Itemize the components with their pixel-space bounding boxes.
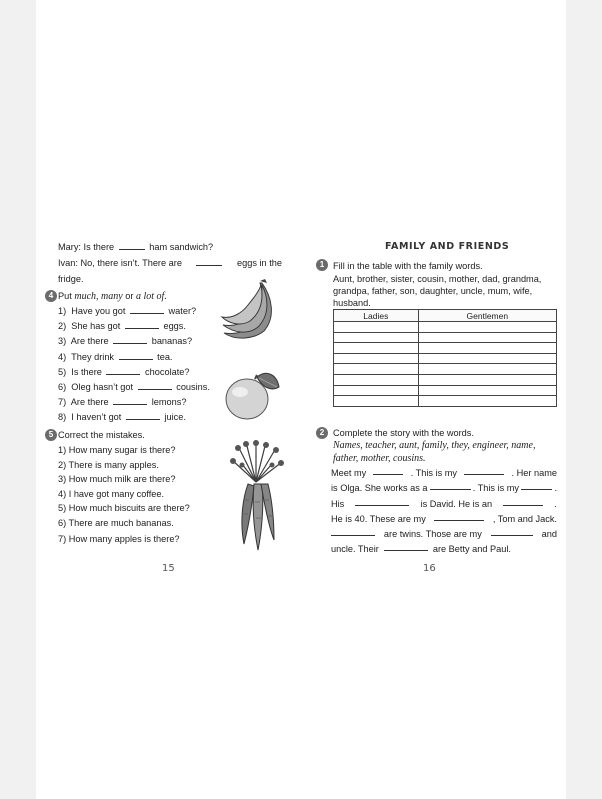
column-header-gentlemen: Gentlemen [418,310,556,322]
exercise-5-instruction: Correct the mistakes. [58,430,145,440]
answer-blank [373,466,403,475]
instruction-word-list: much, many [74,291,123,302]
exercise-5-item: 6) There are much bananas. [58,517,174,528]
table-header-row [334,310,557,322]
exercise-2-instruction: Complete the story with the words. [333,428,474,438]
item-text-end: lemons? [151,397,187,408]
instruction-word-list: a lot of. [135,291,167,302]
story-text [331,466,557,558]
answer-blank [138,381,172,390]
item-text: Oleg hasn’t got [71,382,134,392]
carrots-image [228,440,286,552]
story-fragment: uncle. Their [331,544,379,555]
ivan-text: Ivan: No, there isn’t. There are [58,258,182,268]
ladies-cell[interactable] [334,332,419,343]
instruction-text: Put [58,291,72,301]
item-number: 6) [58,382,67,392]
item-text: They drink [71,351,115,362]
gentlemen-cell[interactable] [418,364,556,375]
story-line [331,466,557,481]
story-fragment: . This is my [410,468,458,478]
answer-blank [430,481,471,490]
answer-blank [119,241,145,250]
item-text-end: eggs. [163,321,186,332]
table-row [334,396,557,407]
ivan-text-end: eggs in the [237,258,282,268]
story-line [331,497,557,512]
mary-text: Mary: Is there [58,242,115,252]
answer-blank [125,320,159,329]
lemon-image [223,369,281,423]
exercise-4-item [58,366,190,378]
item-text: She has got [71,321,121,332]
instruction-text: or [125,291,134,301]
answer-blank [491,527,533,536]
item-text-end: cousins. [176,382,210,392]
ladies-cell[interactable] [334,353,419,364]
gentlemen-cell[interactable] [418,343,556,354]
item-text: Are there [70,336,109,347]
mary-line [58,241,213,253]
table-row [334,322,557,333]
exercise-5-item: 7) How many apples is there? [58,534,180,544]
story-fragment: are twins. Those are my [383,529,482,540]
item-number: 3) [58,336,67,347]
answer-blank [503,497,543,506]
word-list-line: Aunt, brother, sister, cousin, mother, dad, grandma, [333,274,542,284]
story-fragment: His [331,498,345,509]
exercise-5-item: 3) How much milk are there? [58,474,176,484]
answer-blank [384,542,428,551]
exercise-4-item [58,335,192,347]
ivan-line [58,257,282,269]
answer-blank [355,497,409,506]
story-fragment: . [554,483,557,494]
gentlemen-cell[interactable] [418,374,556,385]
story-fragment: . [554,498,557,509]
answer-blank [113,335,147,344]
story-fragment: Meet my [331,468,367,478]
ladies-cell[interactable] [334,343,419,354]
answer-blank [521,481,552,490]
exercise-4-instruction [58,290,167,303]
word-list-line: Names, teacher, aunt, family, they, engineer, name, [333,440,536,451]
story-fragment: is Olga. She works as a [331,483,428,494]
ladies-cell[interactable] [334,364,419,375]
answer-blank [464,466,504,475]
item-text-end: juice. [164,412,186,423]
answer-blank [196,257,222,266]
exercise-2-badge: 2 [316,427,328,439]
answer-blank [331,527,375,536]
item-text: Is there [71,366,102,377]
item-text-end: bananas? [151,336,193,347]
ladies-cell[interactable] [334,385,419,396]
story-line [331,512,557,527]
item-text: Have you got [71,306,126,316]
exercise-5-item: 5) How much biscuits are there? [58,503,190,513]
story-fragment: He is 40. These are my [331,513,426,524]
exercise-4-badge: 4 [45,290,57,302]
item-number: 1) [58,306,67,316]
exercise-5-badge: 5 [45,429,57,441]
item-text: Are there [70,397,109,408]
exercise-4-item [58,381,210,393]
gentlemen-cell[interactable] [418,353,556,364]
story-fragment: is David. He is an [420,498,493,509]
exercise-5-item: 4) I have got many coffee. [58,488,165,499]
column-header-ladies: Ladies [334,310,419,322]
bananas-image [220,277,280,343]
answer-blank [113,396,147,405]
story-fragment: . This is my [472,483,520,494]
page-number-right: 16 [423,563,436,574]
story-line [331,542,557,557]
gentlemen-cell[interactable] [418,322,556,333]
exercise-4-item [58,320,186,332]
item-text-end: chocolate? [145,366,190,377]
table-row [334,332,557,343]
item-number: 2) [58,321,67,332]
page-number-left: 15 [162,563,175,574]
item-number: 7) [58,397,67,408]
table-row [334,385,557,396]
gentlemen-cell[interactable] [418,332,556,343]
exercise-1-badge: 1 [316,259,328,271]
left-page [48,0,293,799]
exercise-4-item [58,396,186,408]
section-heading: FAMILY AND FRIENDS [385,241,510,252]
answer-blank [106,366,140,375]
table-body [334,322,557,407]
item-number: 5) [58,366,67,377]
exercise-4-item [58,305,196,317]
story-line [331,481,557,496]
table-row [334,364,557,375]
word-list-line: grandpa, father, son, daughter, uncle, mum, wife, [333,286,533,296]
table-row [334,353,557,364]
story-fragment: are Betty and Paul. [432,544,511,555]
answer-blank [434,512,484,521]
gentlemen-cell[interactable] [418,385,556,396]
table-row [334,374,557,385]
exercise-5-item: 2) There is many apples. [58,459,159,470]
mary-text-end: ham sandwich? [149,242,214,252]
exercise-5-item: 1) How many sugar is there? [58,445,176,455]
story-fragment: , Tom and Jack. [492,513,557,524]
story-fragment: and [541,529,557,540]
ladies-cell[interactable] [334,374,419,385]
ivan-line-2: fridge. [58,274,84,284]
item-number: 8) [58,412,67,423]
ladies-cell[interactable] [334,396,419,407]
exercise-4-item [58,411,186,423]
item-text-end: water? [168,306,197,316]
item-text: I haven’t got [71,412,122,423]
story-line [331,527,557,542]
item-number: 4) [58,351,67,362]
gentlemen-cell[interactable] [418,396,556,407]
right-page [319,0,558,799]
family-words-table [333,309,557,407]
answer-blank [130,305,164,314]
item-text-end: tea. [157,351,173,362]
word-list-line: husband. [333,298,371,308]
ladies-cell[interactable] [334,322,419,333]
story-fragment: . Her name [511,468,557,478]
word-list-line: father, mother, cousins. [333,453,426,464]
exercise-1-instruction: Fill in the table with the family words. [333,261,483,271]
table-row [334,343,557,354]
exercise-4-item [58,351,172,363]
answer-blank [119,351,153,360]
answer-blank [126,411,160,420]
